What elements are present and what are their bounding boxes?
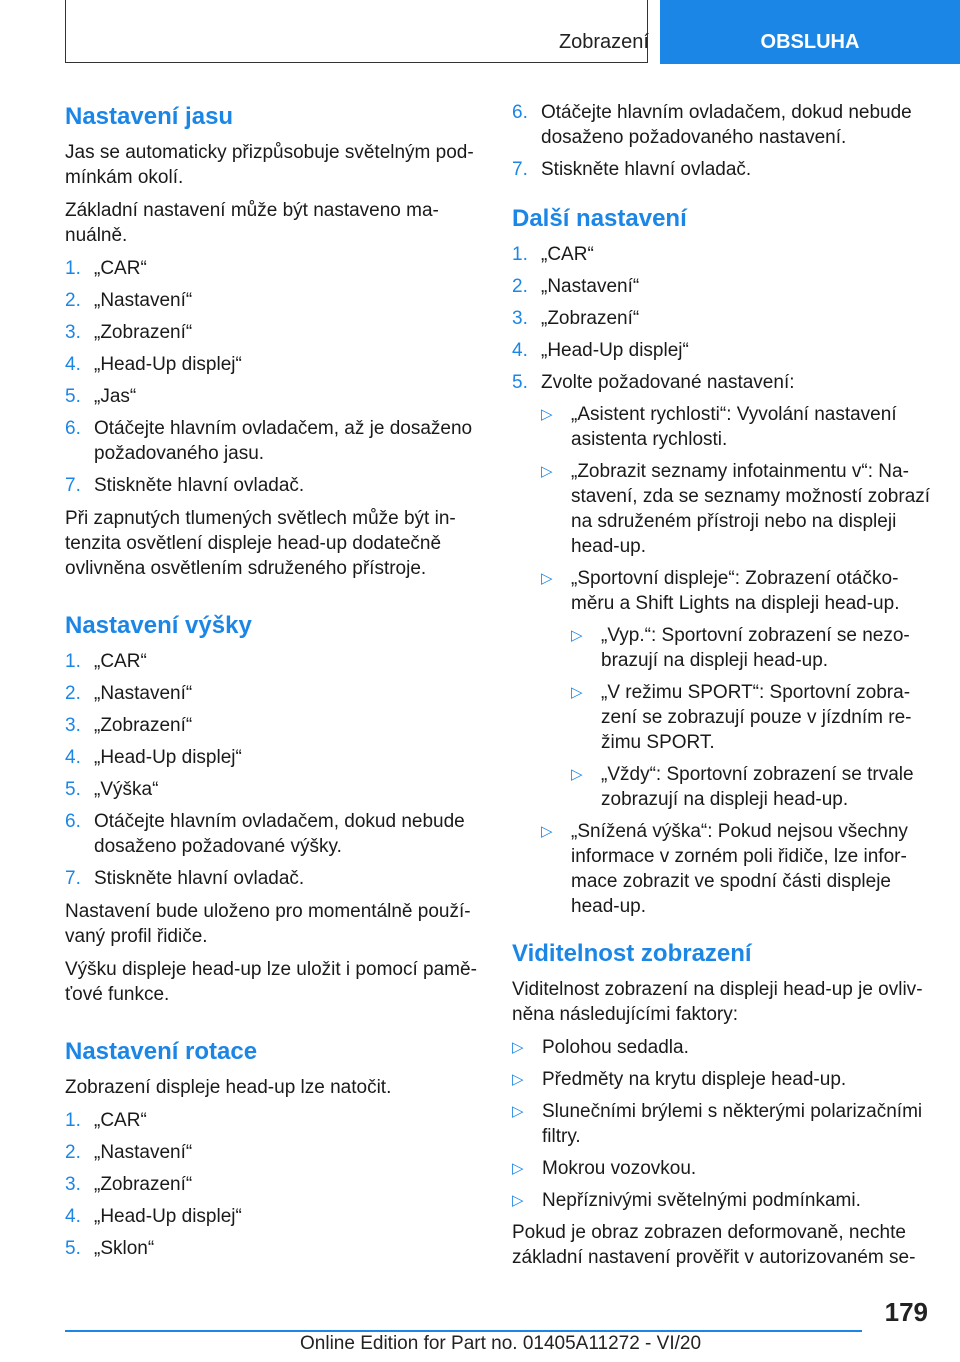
visibility-factors xyxy=(512,1035,932,1213)
list-item: 3. „Zobrazení“ xyxy=(65,322,193,343)
triangle-bullet-icon: ▷ xyxy=(512,1039,524,1056)
list-item: 3. „Zobrazení“ xyxy=(512,308,640,329)
steps-rotation-continued xyxy=(512,100,932,182)
list-item: 2. „Nastavení“ xyxy=(512,276,640,297)
list-item: ▷ „Vždy“: Sportovní zobrazení se trvale zobrazují na displeji head-up. xyxy=(571,764,914,810)
triangle-bullet-icon: ▷ xyxy=(541,463,553,480)
paragraph: Při zapnutých tlumených světlech může být intenzita osvětlení displeje head-up dodatečně ovlivněna osvětlením sdruženého přístroje. xyxy=(65,508,456,579)
list-item: 6. Otáčejte hlavním ovladačem, až je dosaženo požadovaného jasu. xyxy=(65,418,473,464)
page-header xyxy=(65,0,960,64)
right-column xyxy=(512,100,932,1278)
heading-rotation: Nastavení rotace xyxy=(65,1038,258,1065)
footer-edition: Online Edition for Part no. 01405A11272 - VI/20 xyxy=(300,1333,702,1354)
list-item: 4. „Head-Up displej“ xyxy=(65,747,242,768)
triangle-bullet-icon: ▷ xyxy=(541,823,553,840)
paragraph: Viditelnost zobrazení na displeji head-up je ovlivněna následujícími faktory: xyxy=(512,979,923,1025)
list-item: 6. Otáčejte hlavním ovladačem, dokud nebude dosaženo požadované výšky. xyxy=(65,811,465,857)
list-item: 7. Stiskněte hlavní ovladač. xyxy=(512,159,752,180)
list-item: 1. „CAR“ xyxy=(65,651,147,672)
list-item: 2. „Nastavení“ xyxy=(65,290,193,311)
heading-visibility: Viditelnost zobrazení xyxy=(512,940,752,967)
list-item: 1. „CAR“ xyxy=(65,1110,147,1131)
heading-brightness: Nastavení jasu xyxy=(65,103,234,130)
paragraph: Pokud je obraz zobrazen deformovaně, nechte základní nastavení prověřit v autorizovaném se- xyxy=(512,1222,916,1268)
list-item: ▷ Slunečními brýlemi s některými polarizačními filtry. xyxy=(512,1101,923,1147)
list-item: 1. „CAR“ xyxy=(512,244,594,265)
triangle-bullet-icon: ▷ xyxy=(541,406,553,423)
steps-more-settings xyxy=(512,242,932,919)
chapter-tab[interactable]: OBSLUHA xyxy=(660,0,960,64)
list-item: ▷ „Sportovní displeje“: Zobrazení otáčkoměru a Shift Lights na displeji head-up. ▷ „Vyp.“: Sportovní zobrazení se nezobrazují na displeji head-up. ▷ „V režimu SPORT“: Sportovní zobrazení se zobrazují pouze v jízdním režimu SPORT. ▷ „Vždy“: Sportovní zobrazení se trvale zobrazují na displeji head-up. xyxy=(541,566,932,812)
steps-height xyxy=(65,649,485,891)
list-item: 7. Stiskněte hlavní ovladač. xyxy=(65,475,305,496)
list-item: ▷ „Zobrazit seznamy infotainmentu v“: Nastavení, zda se seznamy možností zobrazí na sdruženém přístroji nebo na displeji head-up. xyxy=(541,461,931,557)
list-item: 5. Zvolte požadované nastavení: ▷ „Asistent rychlosti“: Vyvolání nastavení asistenta rychlosti. ▷ „Zobrazit seznamy infotainmentu v“: Nastavení, zda se seznamy možností zobrazí na sdruženém přístroji nebo na displeji head-up. ▷ „Sportovní displeje“: Zobrazení otáčkoměru a Shift Lights na displeji head-up. ▷ „Vyp.“: Sportovní zobrazení se nezobrazují na displeji head-up. ▷ „V režimu SPORT“: Sportovní zobrazení se zobrazují pouze v jízdním režimu SPORT. ▷ „Vždy“: Sportovní zobrazení se trvale zobrazují na displeji head-up. ▷ „Snížená výška“: Pokud nejsou všechny informace v zorném poli řidiče, lze informace zobrazit ve spodní části displeje head-up. xyxy=(512,372,931,917)
list-item: 7. Stiskněte hlavní ovladač. xyxy=(65,868,305,889)
paragraph: Výšku displeje head-up lze uložit i pomocí paměťové funkce. xyxy=(65,959,477,1005)
sub-options xyxy=(541,402,932,919)
list-item: ▷ Předměty na krytu displeje head-up. xyxy=(512,1069,847,1090)
list-item: 6. Otáčejte hlavním ovladačem, dokud nebude dosaženo požadovaného nastavení. xyxy=(512,102,912,148)
list-item: 3. „Zobrazení“ xyxy=(65,715,193,736)
paragraph: Jas se automaticky přizpůsobuje světelným podmínkám okolí. xyxy=(65,142,474,188)
list-item: ▷ Mokrou vozovkou. xyxy=(512,1158,697,1179)
page-number: 179 xyxy=(884,1297,928,1327)
list-item: 1. „CAR“ xyxy=(65,258,147,279)
sub-sub-options xyxy=(571,623,932,812)
list-item: 2. „Nastavení“ xyxy=(65,683,193,704)
triangle-bullet-icon: ▷ xyxy=(571,684,583,701)
list-item: 5. „Sklon“ xyxy=(65,1238,155,1259)
list-item: ▷ Polohou sedadla. xyxy=(512,1037,689,1058)
steps-rotation xyxy=(65,1108,485,1261)
list-item: 3. „Zobrazení“ xyxy=(65,1174,193,1195)
triangle-bullet-icon: ▷ xyxy=(512,1103,524,1120)
list-item: ▷ „Snížená výška“: Pokud nejsou všechny informace v zorném poli řidiče, lze informace zobrazit ve spodní části displeje head-up. xyxy=(541,821,908,917)
paragraph: Základní nastavení může být nastaveno manuálně. xyxy=(65,200,439,246)
list-item: 2. „Nastavení“ xyxy=(65,1142,193,1163)
triangle-bullet-icon: ▷ xyxy=(571,627,583,644)
list-item: 4. „Head-Up displej“ xyxy=(65,354,242,375)
heading-height: Nastavení výšky xyxy=(65,612,252,639)
section-title: Zobrazení xyxy=(558,31,649,53)
heading-more-settings: Další nastavení xyxy=(512,205,687,232)
paragraph: Zobrazení displeje head-up lze natočit. xyxy=(65,1077,392,1098)
triangle-bullet-icon: ▷ xyxy=(541,570,553,587)
list-item: ▷ Nepříznivými světelnými podmínkami. xyxy=(512,1190,861,1211)
list-item: 4. „Head-Up displej“ xyxy=(512,340,689,361)
triangle-bullet-icon: ▷ xyxy=(512,1192,524,1209)
left-column xyxy=(65,100,485,1269)
footer-divider xyxy=(65,1330,862,1332)
list-item: 4. „Head-Up displej“ xyxy=(65,1206,242,1227)
list-item: 5. „Výška“ xyxy=(65,779,159,800)
steps-brightness xyxy=(65,256,485,498)
triangle-bullet-icon: ▷ xyxy=(512,1071,524,1088)
triangle-bullet-icon: ▷ xyxy=(512,1160,524,1177)
list-item: ▷ „Asistent rychlosti“: Vyvolání nastavení asistenta rychlosti. xyxy=(541,404,897,450)
paragraph: Nastavení bude uloženo pro momentálně používaný profil řidiče. xyxy=(65,901,471,947)
triangle-bullet-icon: ▷ xyxy=(571,766,583,783)
list-item: 5. „Jas“ xyxy=(65,386,137,407)
list-item: ▷ „V režimu SPORT“: Sportovní zobrazení se zobrazují pouze v jízdním režimu SPORT. xyxy=(571,682,912,753)
list-item: ▷ „Vyp.“: Sportovní zobrazení se nezobrazují na displeji head-up. xyxy=(571,625,910,671)
